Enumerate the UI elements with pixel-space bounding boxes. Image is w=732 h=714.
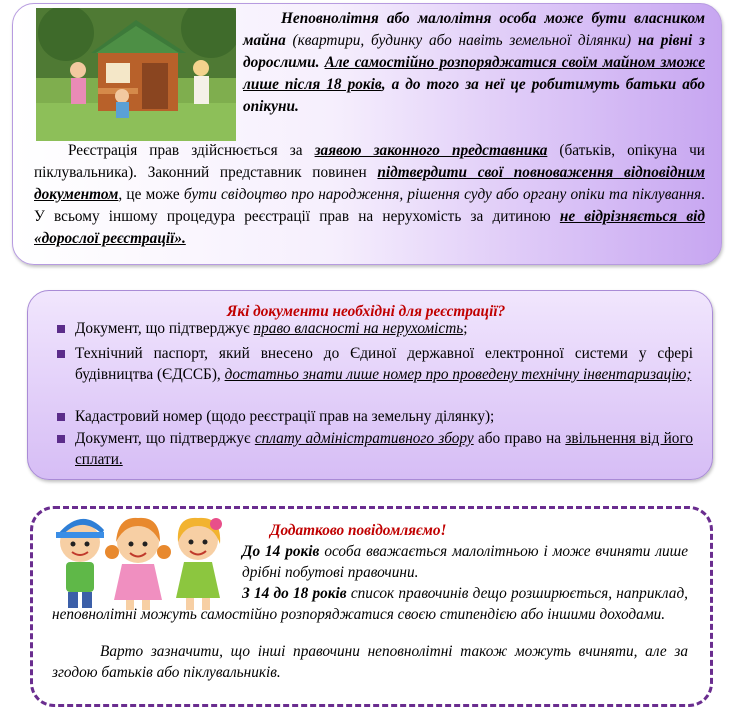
text-run: звільнення від його сплати. <box>75 430 694 468</box>
text-run: Але самостійно розпоряджатися своїм майном зможе лише після 18 років <box>243 54 705 93</box>
text-run: сплату адміністративного збору <box>254 430 474 447</box>
text-run: (квартири, будинку або навіть земельної ділянки) <box>285 32 638 49</box>
14-to-18-text <box>52 583 688 625</box>
list-bullet <box>57 350 65 358</box>
text-run: ; <box>463 320 468 337</box>
text-run: Документ, що підтверджує <box>75 320 254 337</box>
registration-procedure-text <box>34 140 705 250</box>
text-run: не відрізняється від «дорослої реєстрації». <box>34 208 705 247</box>
text-run: Кадастровий номер (щодо реєстрації прав на земельну ділянку); <box>75 408 495 425</box>
text-run: достатньо знати лише номер про проведену технічну інвентаризацію; <box>224 366 692 383</box>
text-run: Документ, що підтверджує <box>75 430 255 447</box>
text-run: Варто зазначити, що інші правочини неповнолітні також можуть вчиняти, але за згодою батьків або піклувальників. <box>52 643 688 681</box>
list-item <box>75 428 693 470</box>
text-run: особа вважається малолітньою і може вчиняти лише дрібні побутові правочини. <box>242 543 688 581</box>
list-item <box>75 406 693 427</box>
text-run: Неповнолітня або малолітня особа може бути власником майна <box>243 10 705 49</box>
additional-info-title: Додатково повідомляємо! <box>270 522 447 539</box>
text-run: , а до того за неї це робитимуть батьки або опікуни. <box>243 76 705 115</box>
required-documents-title: Які документи необхідні для реєстрації? <box>226 303 506 320</box>
list-bullet <box>57 413 65 421</box>
text-run: заявою законного представника <box>314 142 548 159</box>
text-run: , це може <box>118 186 184 203</box>
list-bullet <box>57 435 65 443</box>
text-run: З 14 до 18 років <box>242 585 347 602</box>
text-run: Технічний паспорт, який внесено до Єдиної державної електронної системи у сфері будівництва (ЄДССБ), <box>75 345 693 383</box>
list-item <box>75 343 693 385</box>
text-run: на рівні з дорослими. <box>243 32 705 71</box>
under-14-text <box>242 541 688 583</box>
text-run: бути свідоцтво про народження, рішення суду або органу опіки та піклування <box>183 186 702 203</box>
text-run: До 14 років <box>242 543 320 560</box>
text-run: або право на <box>473 430 566 447</box>
children-playhouse-photo <box>36 8 236 141</box>
other-transactions-text <box>52 641 688 683</box>
text-run: підтвердити свої повноваження відповідним документом <box>34 164 706 203</box>
list-bullet <box>57 325 65 333</box>
text-run: право власності на нерухомість <box>253 320 464 337</box>
text-run: (батьків, опікуна чи піклувальника). Законний представник повинен <box>34 142 705 181</box>
text-run: . У всьому іншому процедура реєстрації прав на нерухомість за дитиною <box>34 186 705 225</box>
text-run: список правочинів дещо розширюється, наприклад, неповнолітні можуть самостійно розпоряджатися своєю стипендією або іншими доходами. <box>52 585 689 623</box>
ownership-intro-text <box>243 8 705 118</box>
text-run: Реєстрація прав здійснюється за <box>68 142 315 159</box>
list-item <box>75 318 693 339</box>
